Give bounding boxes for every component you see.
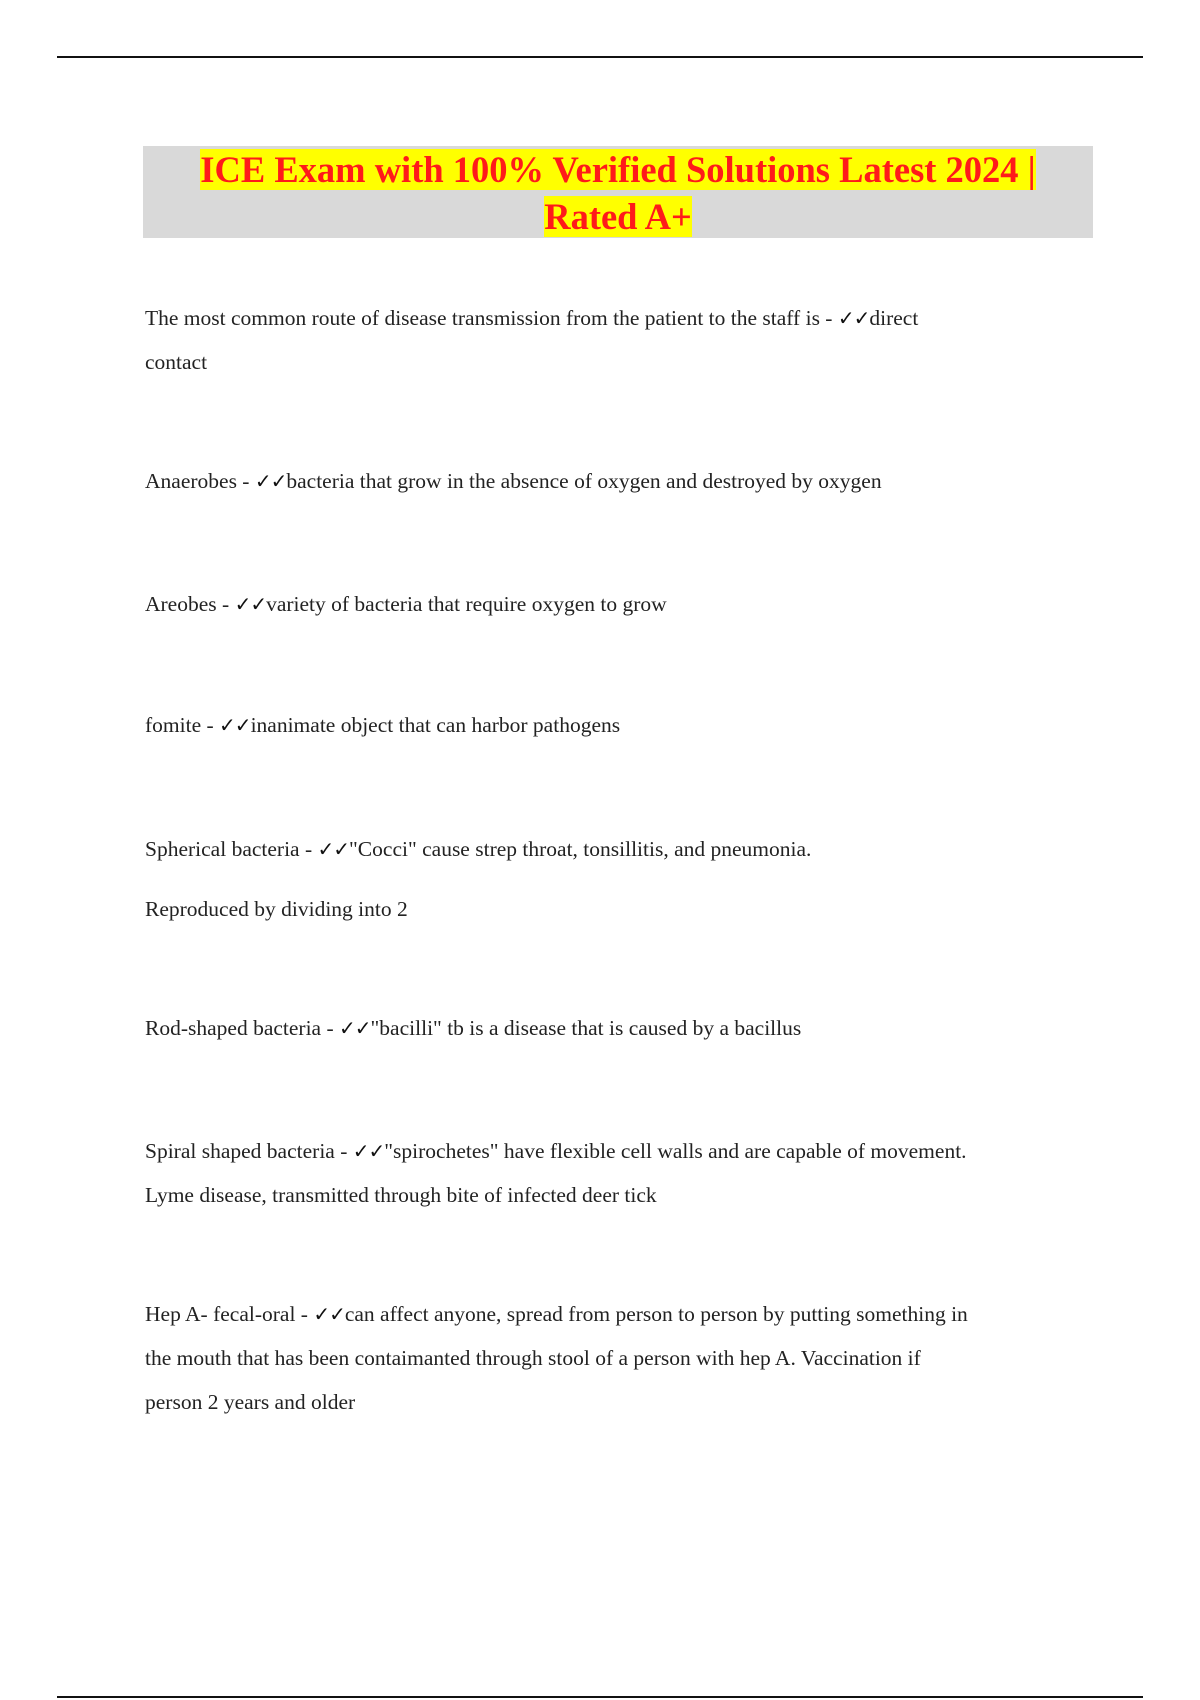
qa-answer: "spirochetes" have flexible cell walls and are capable of movement. — [384, 1139, 967, 1163]
qa-line — [145, 582, 1085, 626]
double-check-icon: ✓✓ — [317, 837, 350, 861]
qa-entry — [145, 703, 1085, 747]
qa-answer: bacteria that grow in the absence of oxygen and destroyed by oxygen — [286, 469, 882, 493]
double-check-icon: ✓✓ — [313, 1302, 345, 1326]
qa-term: Anaerobes - — [145, 469, 255, 493]
qa-entry — [145, 827, 1085, 931]
qa-entry — [145, 296, 1085, 384]
qa-answer: inanimate object that can harbor pathogens — [250, 713, 621, 737]
document-title-line-2: Rated A+ — [544, 196, 692, 237]
qa-line — [145, 296, 1085, 340]
qa-line — [145, 1129, 1085, 1173]
qa-term: Spiral shaped bacteria - — [145, 1139, 353, 1163]
double-check-icon: ✓✓ — [352, 1139, 385, 1163]
qa-answer: direct — [869, 306, 919, 330]
double-check-icon: ✓✓ — [219, 713, 251, 737]
document-title-box — [143, 146, 1093, 238]
qa-line — [145, 1006, 1085, 1050]
qa-answer-continued: person 2 years and older — [145, 1390, 356, 1414]
qa-entry — [145, 1129, 1085, 1217]
qa-line — [145, 340, 1085, 384]
qa-entry — [145, 1006, 1085, 1050]
qa-answer: "Cocci" cause strep throat, tonsillitis, and pneumonia. — [349, 837, 812, 861]
qa-answer-continued: Lyme disease, transmitted through bite of infected deer tick — [145, 1183, 657, 1207]
qa-entry — [145, 1292, 1085, 1424]
qa-answer-continued: Reproduced by dividing into 2 — [145, 897, 408, 921]
top-rule — [57, 56, 1143, 58]
qa-answer: "bacilli" tb is a disease that is caused by a bacillus — [370, 1016, 802, 1040]
qa-answer-continued: the mouth that has been contaimanted through stool of a person with hep A. Vaccination if — [145, 1346, 921, 1370]
qa-line — [145, 1292, 1085, 1336]
document-title-line-1: ICE Exam with 100% Verified Solutions Latest 2024 | — [200, 149, 1036, 190]
bottom-rule — [57, 1696, 1143, 1698]
qa-line — [145, 827, 1085, 887]
qa-term: The most common route of disease transmission from the patient to the staff is - — [145, 306, 838, 330]
qa-line — [145, 1336, 1085, 1380]
double-check-icon: ✓✓ — [339, 1016, 371, 1040]
double-check-icon: ✓✓ — [234, 592, 267, 616]
qa-answer: variety of bacteria that require oxygen to grow — [266, 592, 667, 616]
qa-line — [145, 1173, 1085, 1217]
double-check-icon: ✓✓ — [837, 306, 870, 330]
double-check-icon: ✓✓ — [254, 469, 287, 493]
qa-term: Hep A- fecal-oral - — [145, 1302, 314, 1326]
qa-line — [145, 887, 1085, 931]
qa-term: Spherical bacteria - — [145, 837, 318, 861]
qa-line — [145, 703, 1085, 747]
qa-entry — [145, 582, 1085, 626]
qa-entry — [145, 459, 1085, 503]
qa-line — [145, 459, 1085, 503]
qa-answer-continued: contact — [145, 350, 208, 374]
qa-term: Areobes - — [145, 592, 235, 616]
qa-term: Rod-shaped bacteria - — [145, 1016, 340, 1040]
qa-line — [145, 1380, 1085, 1424]
qa-term: fomite - — [145, 713, 220, 737]
qa-answer: can affect anyone, spread from person to person by putting something in — [344, 1302, 968, 1326]
